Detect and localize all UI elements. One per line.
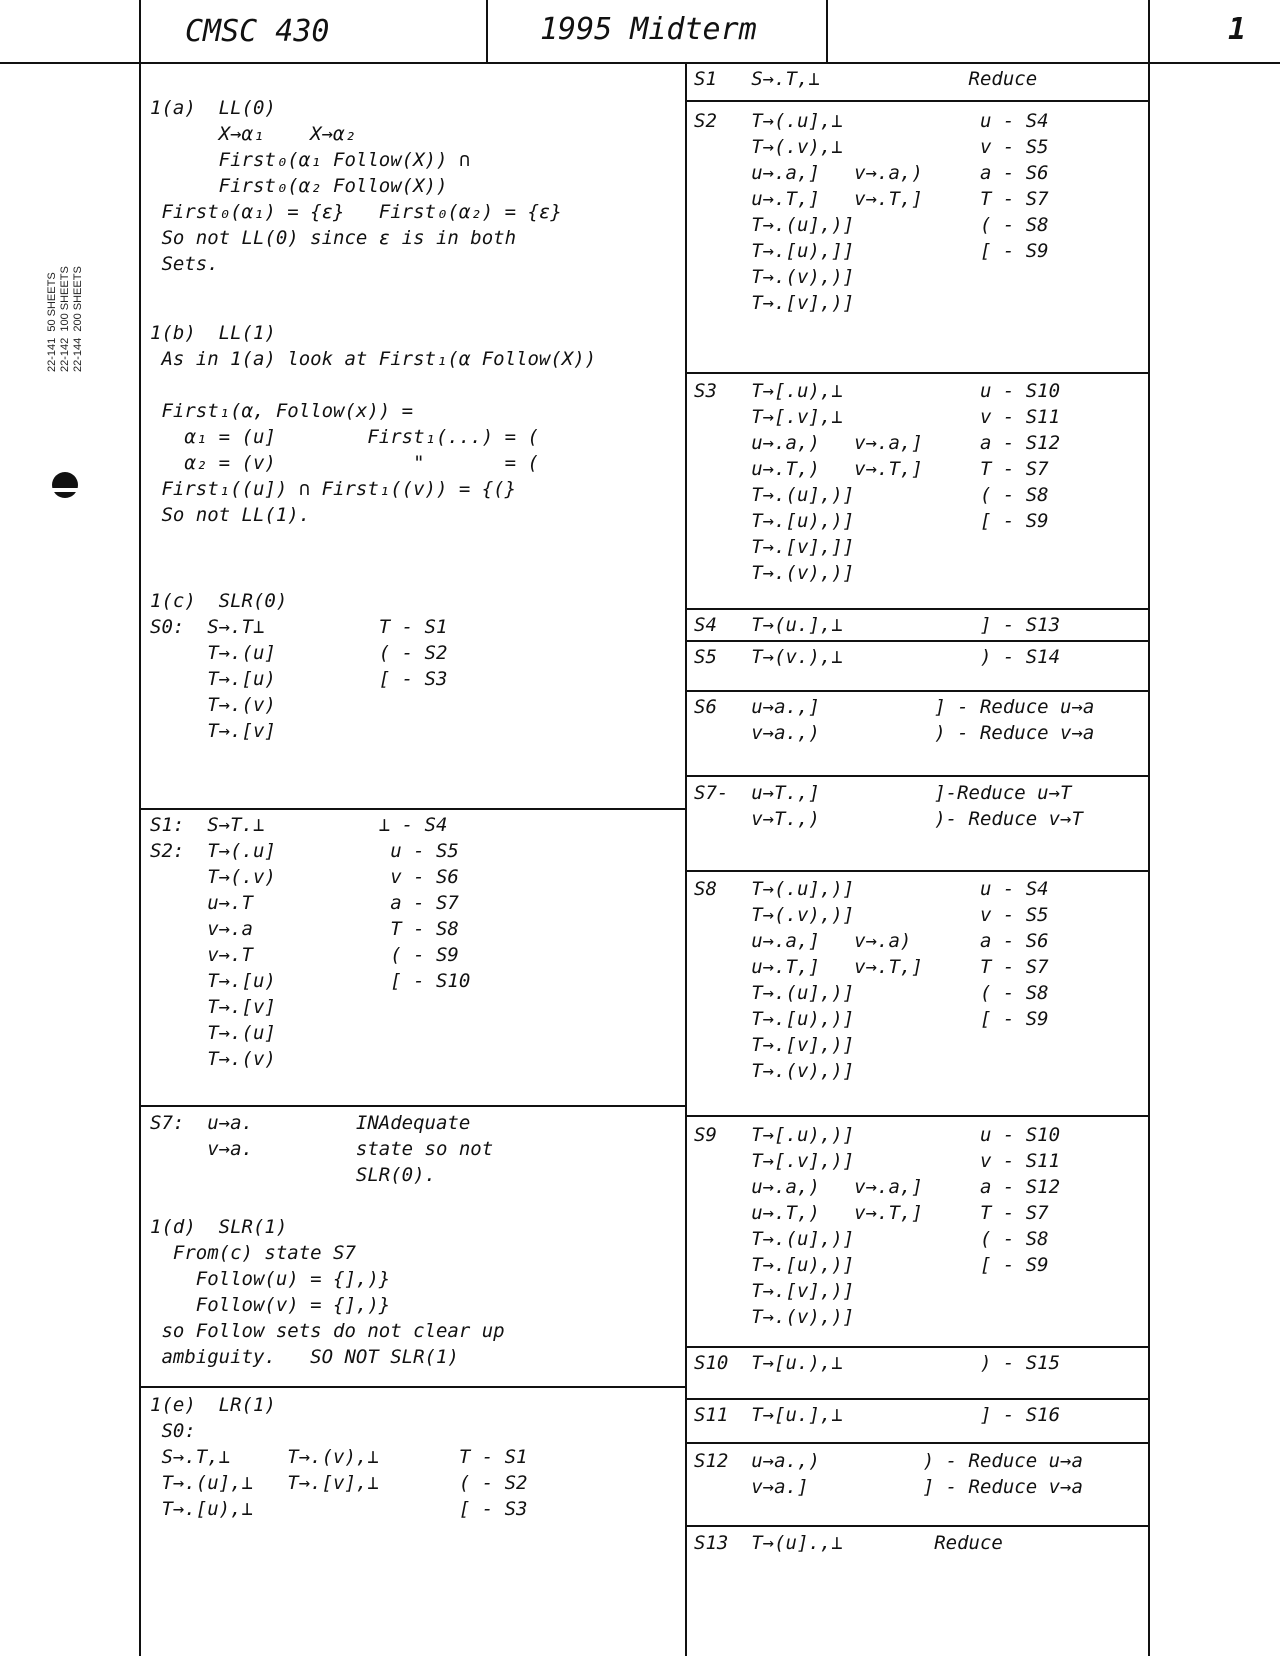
right-line: S1 S→.T,⊥ Reduce xyxy=(694,68,1038,90)
left-line: So not LL(1). xyxy=(150,504,311,526)
right-line: T→.[v],)] xyxy=(694,1280,855,1302)
right-line: u→.T,] v→.T,] T - S7 xyxy=(694,188,1049,210)
right-line: S6 u→a.,] ] - Reduce u→a xyxy=(694,696,1095,718)
left-line: ambiguity. SO NOT SLR(1) xyxy=(150,1346,459,1368)
right-block-8 xyxy=(694,876,1144,1084)
left-line: S1: S→T.⊥ ⊥ - S4 xyxy=(150,814,448,836)
right-line: T→.(v),)] xyxy=(694,562,855,584)
right-line: T→.[v],)] xyxy=(694,292,855,314)
right-block-7 xyxy=(694,780,1144,832)
right-section-rule-7 xyxy=(687,870,1148,872)
right-section-rule-3 xyxy=(687,608,1148,610)
left-line: T→(.v) v - S6 xyxy=(150,866,459,888)
left-line: v→a. state so not xyxy=(150,1138,494,1160)
right-section-rule-10 xyxy=(687,1398,1148,1400)
header-divider-2 xyxy=(826,0,828,62)
left-line: α₂ = (v) " = ( xyxy=(150,452,539,474)
right-block-13 xyxy=(694,1530,1144,1556)
right-section-rule-4 xyxy=(687,640,1148,642)
right-line: S7- u→T.,] ]-Reduce u→T xyxy=(694,782,1072,804)
left-line: 1(a) LL(0) xyxy=(150,97,276,119)
right-line: S10 T→[u.),⊥ ) - S15 xyxy=(694,1352,1061,1374)
left-section-rule-2 xyxy=(141,1105,685,1107)
left-line: As in 1(a) look at First₁(α Follow(X)) xyxy=(150,348,597,370)
left-line xyxy=(150,372,680,398)
right-line: S9 T→[.u),)] u - S10 xyxy=(694,1124,1061,1146)
left-line: Follow(v) = {],)} xyxy=(150,1294,391,1316)
left-block-6 xyxy=(150,1392,680,1522)
left-line: S0: S→.T⊥ T - S1 xyxy=(150,616,448,638)
right-section-rule-2 xyxy=(687,372,1148,374)
left-section-rule-3 xyxy=(141,1386,685,1388)
right-line: T→.[u),)] [ - S9 xyxy=(694,1254,1049,1276)
left-line: T→.(v) xyxy=(150,1048,276,1070)
left-line: α₁ = (u] First₁(...) = ( xyxy=(150,426,539,448)
right-line: T→.(u],)] ( - S8 xyxy=(694,1228,1049,1250)
page-number: 1 xyxy=(1228,12,1247,47)
right-line: S5 T→(v.),⊥ ) - S14 xyxy=(694,646,1061,668)
pad-sheet-codes: 22-141 50 SHEETS 22-142 100 SHEETS 22-144 200 SHEETS xyxy=(46,266,84,372)
left-line: X→α₁ X→α₂ xyxy=(150,123,356,145)
right-line: v→a.,) ) - Reduce v→a xyxy=(694,722,1095,744)
right-line: T→(.v),⊥ v - S5 xyxy=(694,136,1049,158)
right-line: T→.(u],)] ( - S8 xyxy=(694,214,1049,236)
left-line: 1(d) SLR(1) xyxy=(150,1216,288,1238)
right-line: u→.a,) v→.a,] a - S12 xyxy=(694,1176,1061,1198)
right-line: T→.[u),)] [ - S9 xyxy=(694,1008,1049,1030)
right-section-rule-1 xyxy=(687,100,1148,102)
right-line: T→.(v),)] xyxy=(694,266,855,288)
left-line: T→.[v] xyxy=(150,996,276,1018)
left-line: v→.a T - S8 xyxy=(150,918,459,940)
right-line: S4 T→(u.],⊥ ] - S13 xyxy=(694,614,1061,636)
right-block-12 xyxy=(694,1448,1144,1500)
right-line: u→.a,] v→.a,) a - S6 xyxy=(694,162,1049,184)
left-line xyxy=(150,1188,680,1214)
right-line: u→.T,) v→.T,] T - S7 xyxy=(694,1202,1049,1224)
left-line: T→.(u] xyxy=(150,1022,276,1044)
right-section-rule-5 xyxy=(687,690,1148,692)
right-line: S12 u→a.,) ) - Reduce u→a xyxy=(694,1450,1083,1472)
right-section-rule-12 xyxy=(687,1525,1148,1527)
left-section-rule-1 xyxy=(141,808,685,810)
left-line: u→.T a - S7 xyxy=(150,892,459,914)
left-line: First₀(α₁ Follow(X)) ∩ xyxy=(150,149,471,171)
right-line: S3 T→[.u),⊥ u - S10 xyxy=(694,380,1061,402)
right-line: S11 T→[u.],⊥ ] - S16 xyxy=(694,1404,1061,1426)
left-block-3 xyxy=(150,588,680,744)
right-block-4 xyxy=(694,612,1144,638)
left-line: T→.(u] ( - S2 xyxy=(150,642,448,664)
left-line: 1(c) SLR(0) xyxy=(150,590,288,612)
left-line: So not LL(0) since ε is in both xyxy=(150,227,517,249)
left-line: v→.T ( - S9 xyxy=(150,944,459,966)
right-line: S2 T→(.u],⊥ u - S4 xyxy=(694,110,1049,132)
right-block-6 xyxy=(694,694,1144,746)
left-line: First₀(α₂ Follow(X)) xyxy=(150,175,448,197)
right-section-rule-6 xyxy=(687,775,1148,777)
left-line: T→.(v) xyxy=(150,694,276,716)
right-line: T→[.v],⊥ v - S11 xyxy=(694,406,1061,428)
left-line: S7: u→a. INAdequate xyxy=(150,1112,471,1134)
right-line: u→.a,) v→.a,] a - S12 xyxy=(694,432,1061,454)
right-line: u→.a,] v→.a) a - S6 xyxy=(694,930,1049,952)
header-rule xyxy=(0,62,1280,64)
right-line: T→.[v],)] xyxy=(694,1034,855,1056)
right-line: S13 T→(u].,⊥ Reduce xyxy=(694,1532,1003,1554)
right-block-2 xyxy=(694,108,1144,316)
right-line: v→T.,) )- Reduce v→T xyxy=(694,808,1083,830)
right-line: T→.(v),)] xyxy=(694,1306,855,1328)
right-line: T→[.v],)] v - S11 xyxy=(694,1150,1061,1172)
right-line: T→.(u],)] ( - S8 xyxy=(694,484,1049,506)
right-line: T→.[u),)] [ - S9 xyxy=(694,510,1049,532)
right-line: T→.(u],)] ( - S8 xyxy=(694,982,1049,1004)
left-line: T→.[u) [ - S3 xyxy=(150,668,448,690)
left-block-5 xyxy=(150,1110,680,1370)
right-section-rule-9 xyxy=(687,1346,1148,1348)
left-line: First₀(α₁) = {ε} First₀(α₂) = {ε} xyxy=(150,201,562,223)
ampad-logo-icon xyxy=(50,470,80,500)
right-margin-rule xyxy=(1148,0,1150,1656)
right-line: T→.[v],]] xyxy=(694,536,855,558)
left-line: First₁(α, Follow(x)) = xyxy=(150,400,414,422)
left-line: S2: T→(.u] u - S5 xyxy=(150,840,459,862)
left-line: First₁((u]) ∩ First₁((v)) = {(} xyxy=(150,478,517,500)
course-title: CMSC 430 xyxy=(185,14,330,49)
left-margin-rule xyxy=(139,0,141,1656)
right-block-11 xyxy=(694,1402,1144,1428)
left-line: T→.(u],⊥ T→.[v],⊥ ( - S2 xyxy=(150,1472,528,1494)
right-line: u→.T,) v→.T,] T - S7 xyxy=(694,458,1049,480)
left-block-4 xyxy=(150,812,680,1072)
right-block-10 xyxy=(694,1350,1144,1376)
left-line: 1(e) LR(1) xyxy=(150,1394,276,1416)
right-block-9 xyxy=(694,1122,1144,1330)
left-line: S0: xyxy=(150,1420,196,1442)
right-line: v→a.] ] - Reduce v→a xyxy=(694,1476,1083,1498)
left-line: 1(b) LL(1) xyxy=(150,322,276,344)
exam-title: 1995 Midterm xyxy=(540,12,757,47)
right-block-3 xyxy=(694,378,1144,586)
left-line: From(c) state S7 xyxy=(150,1242,356,1264)
left-block-1 xyxy=(150,95,680,277)
right-section-rule-8 xyxy=(687,1115,1148,1117)
right-section-rule-11 xyxy=(687,1442,1148,1444)
right-line: T→(.v),)] v - S5 xyxy=(694,904,1049,926)
right-line: T→.[u),]] [ - S9 xyxy=(694,240,1049,262)
right-line: u→.T,] v→.T,] T - S7 xyxy=(694,956,1049,978)
left-line: T→.[u),⊥ [ - S3 xyxy=(150,1498,528,1520)
right-line: T→.(v),)] xyxy=(694,1060,855,1082)
left-line: Follow(u) = {],)} xyxy=(150,1268,391,1290)
left-line: T→.[u) [ - S10 xyxy=(150,970,471,992)
right-block-1 xyxy=(694,66,1144,92)
column-divider xyxy=(685,64,687,1656)
left-line: T→.[v] xyxy=(150,720,276,742)
left-line: S→.T,⊥ T→.(v),⊥ T - S1 xyxy=(150,1446,528,1468)
left-line: SLR(0). xyxy=(150,1164,436,1186)
right-line: S8 T→(.u],)] u - S4 xyxy=(694,878,1049,900)
left-line: Sets. xyxy=(150,253,219,275)
left-block-2 xyxy=(150,320,680,528)
right-block-5 xyxy=(694,644,1144,670)
left-line: so Follow sets do not clear up xyxy=(150,1320,505,1342)
header-divider-1 xyxy=(486,0,488,62)
